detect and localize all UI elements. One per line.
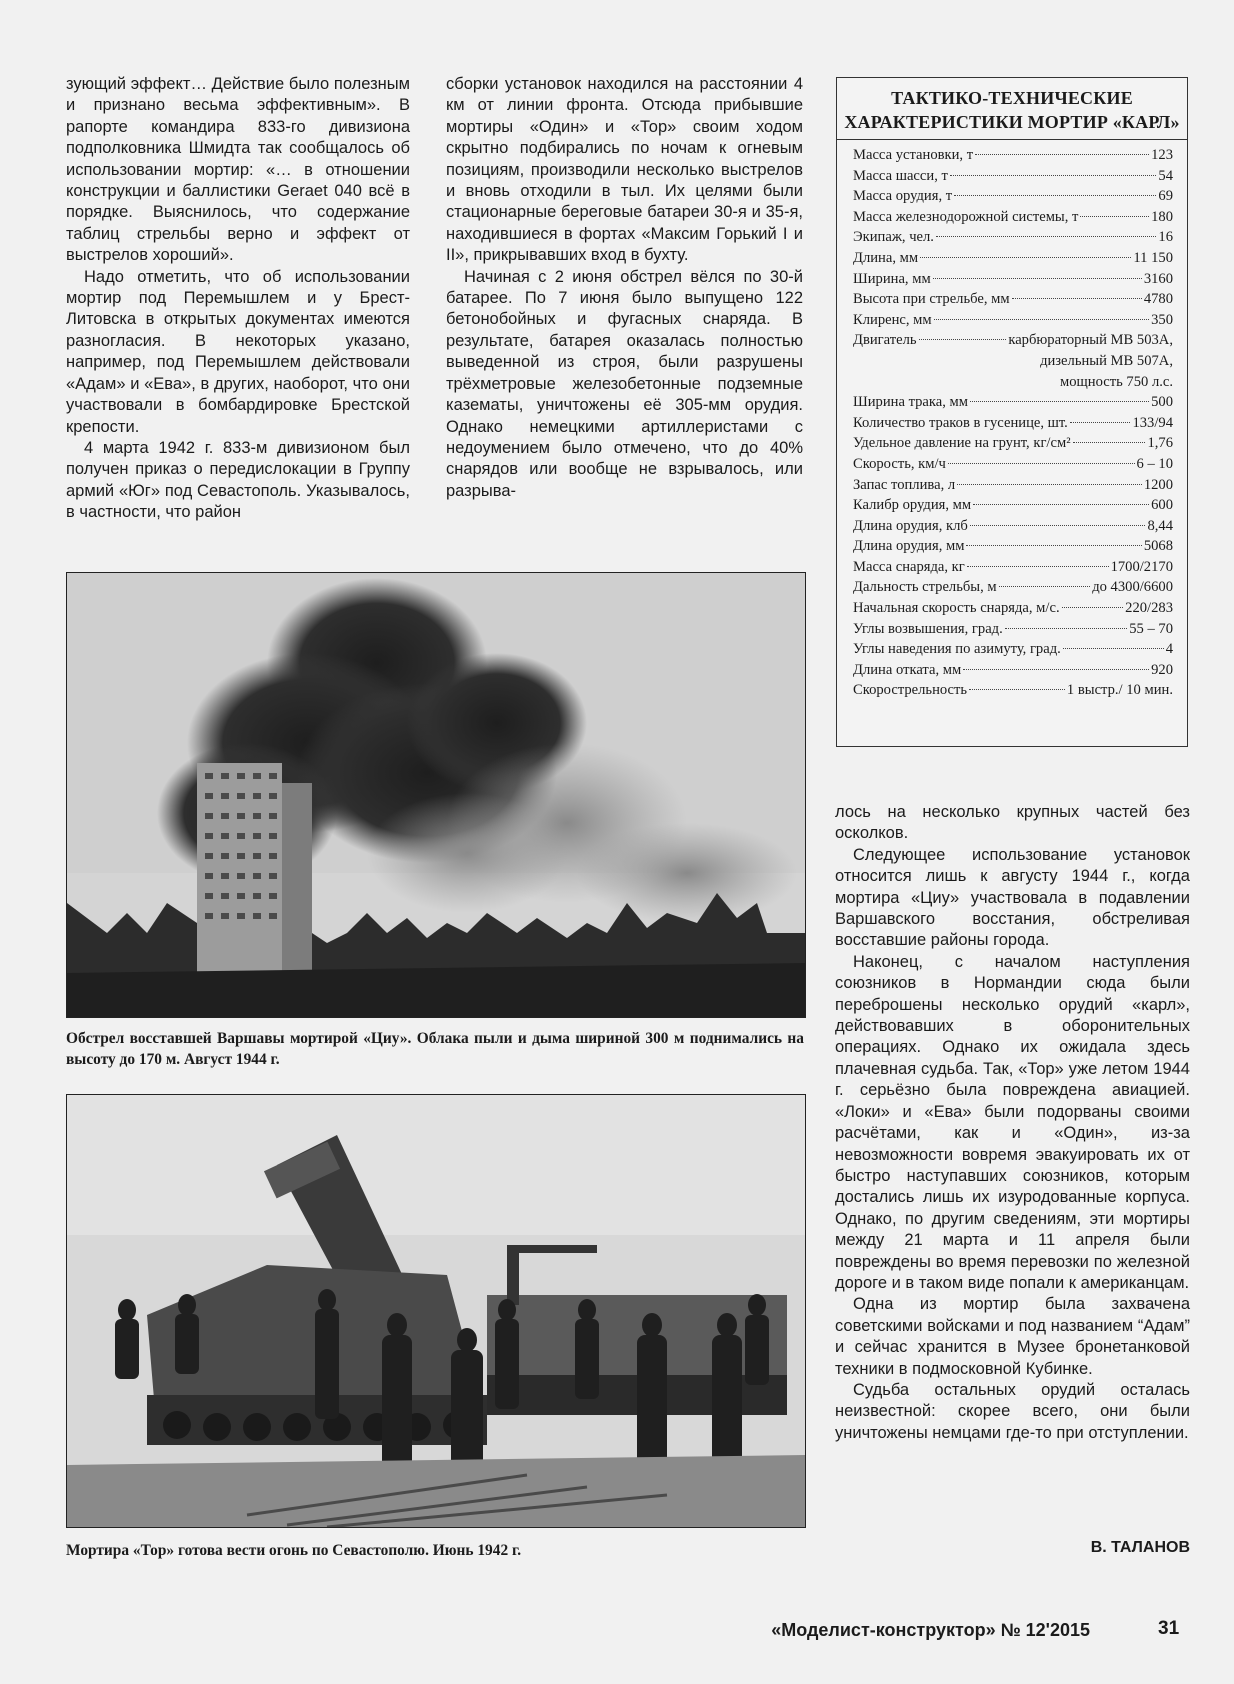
paragraph: Надо отметить, что об использовании мортир под Перемышлем и у Брест-Литовска в открытых документах имеются разногласия. В некоторых указано, например, под Перемышлем действовали «Адам» и «Ева», в других, наоборот, что они участвовали в бомбардировке Брестской крепости. — [66, 267, 410, 436]
leader-dots — [963, 669, 1149, 670]
leader-dots — [969, 689, 1065, 690]
spec-label: Длина отката, мм — [853, 661, 962, 678]
leader-dots — [1073, 442, 1146, 443]
paragraph: Наконец, с началом наступления союзников в Нормандии сюда были переброшены несколько орудий «карл», действовавших в оборонительных операциях. Однако их ожидала здесь плачевная судьба. Так, «Тор» уже летом 1944 г. серьёзно была повреждена авиацией. «Локи» и «Ева» были подорваны своими расчётами, как и «Один», из-за невозможности вовремя эвакуировать их от быстро наступавших союзников, которым достались лишь их изуродованные корпуса. Однако, по другим сведениям, эти мортиры между 21 марта и 11 апреля были повреждены во время перевозки по железной дороге и в таком виде попали к американцам. — [835, 952, 1190, 1292]
spec-row — [853, 680, 1173, 701]
spec-value: до 4300/6600 — [1092, 579, 1173, 596]
spec-row — [853, 351, 1173, 372]
spec-label: Запас топлива, л — [853, 476, 956, 493]
spec-label: Длина орудия, клб — [853, 517, 968, 534]
spec-label: Масса снаряда, кг — [853, 558, 965, 575]
spec-row — [853, 495, 1173, 516]
article-column-2 — [446, 74, 803, 502]
spec-value: карбюраторный MB 503A, — [1008, 332, 1173, 349]
leader-dots — [948, 463, 1135, 464]
spec-label: Количество траков в гусенице, шт. — [853, 414, 1068, 431]
photo-caption: Мортира «Тор» готова вести огонь по Севастополю. Июнь 1942 г. — [66, 1542, 522, 1559]
spec-row — [853, 557, 1173, 578]
leader-dots — [1005, 628, 1127, 629]
spec-label: Ширина, мм — [853, 270, 931, 287]
article-column-1 — [66, 74, 410, 524]
photo-warsaw-image — [67, 573, 805, 1017]
spec-label: Углы возвышения, град. — [853, 620, 1003, 637]
spec-row — [853, 207, 1173, 228]
spec-label: Двигатель — [853, 332, 917, 349]
spec-value: 3160 — [1143, 270, 1173, 287]
spec-value: 8,44 — [1147, 517, 1173, 534]
spec-label: Скорость, км/ч — [853, 455, 946, 472]
leader-dots — [970, 525, 1146, 526]
spec-row — [853, 577, 1173, 598]
leader-dots — [967, 566, 1109, 567]
photo-thor-mortar — [66, 1094, 806, 1528]
leader-dots — [934, 319, 1149, 320]
spec-row — [853, 372, 1173, 393]
paragraph: Судьба остальных орудий осталась неизвестной: скорее всего, они были уничтожены немцами где-то при отступлении. — [835, 1380, 1190, 1442]
spec-row — [853, 186, 1173, 207]
leader-dots — [975, 154, 1149, 155]
spec-value: 69 — [1158, 188, 1173, 205]
page-number: 31 — [1158, 1618, 1180, 1639]
paragraph: Начиная с 2 июня обстрел вёлся по 30-й батарее. По 7 июня было выпущено 122 бетонобойных и фугасных снаряда. В результате, батарея оказалась полностью выведенной из строя, были разрушены трёхметровые железобетонные подземные казематы, уничтожены её 305-мм орудия. Однако немецкими артиллеристами с недоумением было отмечено, что до 40% снарядов или вообще не взрывалось, или разрыва- — [446, 267, 803, 500]
spec-value: 1700/2170 — [1110, 558, 1173, 575]
spec-label: Ширина трака, мм — [853, 394, 969, 411]
spec-value: 11 150 — [1133, 249, 1173, 266]
photo-warsaw-shelling — [66, 572, 806, 1018]
spec-label: Начальная скорость снаряда, м/с. — [853, 600, 1060, 617]
spec-value: 1,76 — [1147, 435, 1173, 452]
leader-dots — [999, 586, 1091, 587]
spec-row — [853, 310, 1173, 331]
spec-value: 4780 — [1143, 291, 1173, 308]
paragraph: зующий эффект… Действие было полезным и признано весьма эффективным». В рапорте командира 833-го дивизиона подполковника Шмидта так сообщалось об использовании мортир: «… в отношении конструкции и баллистики Geraet 040 всё в порядке. Выяснилось, что содержание таблиц стрельбы верно и эффект от выстрелов хороший». — [66, 75, 410, 265]
spec-row — [853, 145, 1173, 166]
author-name: В. ТАЛАНОВ — [1090, 1539, 1190, 1556]
spec-value: 350 — [1151, 311, 1173, 328]
spec-row — [853, 433, 1173, 454]
spec-value: 920 — [1151, 661, 1173, 678]
spec-table — [836, 77, 1188, 747]
spec-value: 16 — [1158, 229, 1173, 246]
spec-value: 133/94 — [1132, 414, 1173, 431]
spec-value: мощность 750 л.с. — [1060, 373, 1173, 390]
leader-dots — [920, 257, 1131, 258]
spec-value: 220/283 — [1125, 600, 1173, 617]
spec-label: Скорострельность — [853, 682, 968, 699]
spec-row — [853, 166, 1173, 187]
spec-label: Удельное давление на грунт, кг/см² — [853, 435, 1071, 452]
spec-value: 5068 — [1143, 538, 1173, 555]
spec-row — [853, 289, 1173, 310]
spec-value: 4 — [1165, 641, 1173, 658]
spec-label: Экипаж, чел. — [853, 229, 934, 246]
spec-label: Масса шасси, т — [853, 167, 948, 184]
spec-label: Длина, мм — [853, 249, 919, 266]
spec-value: 1 выстр./ 10 мин. — [1066, 682, 1173, 699]
paragraph: Следующее использование установок относится лишь к августу 1944 г., когда мортира «Циу» участвовала в подавлении Варшавского восстания, обстреливая восставшие районы города. — [835, 845, 1190, 950]
paragraph: 4 марта 1942 г. 833-м дивизионом был получен приказ о передислокации в Группу армий «Юг» под Севастополь. Указывалось, в частности, что район — [66, 438, 410, 522]
spec-value: 180 — [1151, 208, 1173, 225]
spec-label: Масса установки, т — [853, 147, 974, 163]
spec-label: Дальность стрельбы, м — [853, 579, 997, 596]
spec-label: Длина орудия, мм — [853, 538, 965, 555]
spec-row — [853, 598, 1173, 619]
spec-label: Масса железнодорожной системы, т — [853, 208, 1079, 225]
article-column-3 — [835, 802, 1190, 1444]
spec-value: 1200 — [1143, 476, 1173, 493]
spec-value: 6 – 10 — [1136, 455, 1173, 472]
spec-row — [853, 454, 1173, 475]
leader-dots — [1080, 216, 1149, 217]
spec-row — [853, 248, 1173, 269]
spec-value: 600 — [1151, 497, 1173, 514]
spec-row — [853, 413, 1173, 434]
photo-thor-image — [67, 1095, 805, 1527]
spec-row — [853, 392, 1173, 413]
leader-dots — [1012, 298, 1142, 299]
spec-value: 500 — [1151, 394, 1173, 411]
spec-label: Высота при стрельбе, мм — [853, 291, 1010, 308]
spec-value: дизельный MB 507A, — [1040, 352, 1173, 369]
leader-dots — [966, 545, 1141, 546]
leader-dots — [1062, 607, 1124, 608]
leader-dots — [1063, 648, 1164, 649]
leader-dots — [933, 278, 1142, 279]
paragraph: лось на несколько крупных частей без осколков. — [835, 803, 1190, 843]
leader-dots — [950, 175, 1157, 176]
magazine-footer: «Моделист-конструктор» № 12'2015 — [771, 1620, 1090, 1640]
leader-dots — [919, 339, 1007, 340]
spec-row — [853, 516, 1173, 537]
spec-value: 55 – 70 — [1129, 620, 1173, 637]
leader-dots — [970, 401, 1149, 402]
spec-row — [853, 639, 1173, 660]
spec-label: Масса орудия, т — [853, 188, 953, 205]
spec-label: Углы наведения по азимуту, град. — [853, 641, 1061, 658]
spec-table-rows — [837, 140, 1187, 701]
spec-row — [853, 536, 1173, 557]
spec-value: 123 — [1151, 147, 1173, 163]
spec-row — [853, 475, 1173, 496]
photo-caption: Обстрел восставшей Варшавы мортирой «Циу». Облака пыли и дыма шириной 300 м поднимались на высоту до 170 м. Август 1944 г. — [66, 1030, 804, 1068]
spec-row — [853, 660, 1173, 681]
leader-dots — [954, 195, 1156, 196]
spec-value: 54 — [1158, 167, 1173, 184]
spec-label: Клиренс, мм — [853, 311, 932, 328]
spec-row — [853, 269, 1173, 290]
paragraph: Одна из мортир была захвачена советскими войсками и под названием “Адам” и сейчас хранится в Музее бронетанковой техники в подмосковной Кубинке. — [835, 1295, 1190, 1378]
leader-dots — [936, 236, 1156, 237]
spec-row — [853, 330, 1173, 351]
spec-row — [853, 619, 1173, 640]
leader-dots — [1070, 422, 1131, 423]
spec-row — [853, 227, 1173, 248]
leader-dots — [957, 484, 1142, 485]
spec-label: Калибр орудия, мм — [853, 497, 972, 514]
leader-dots — [973, 504, 1149, 505]
spec-table-title: ТАКТИКО-ТЕХНИЧЕСКИЕ ХАРАКТЕРИСТИКИ МОРТИР «КАРЛ» — [837, 78, 1187, 140]
paragraph: сборки установок находился на расстоянии 4 км от линии фронта. Отсюда прибывшие мортиры «Один» и «Тор» своим ходом скрытно подбирались по ночам к огневым позициям, производили несколько выстрелов и вновь отходили в тыл. Их целями были стационарные береговые батареи 30-я и 35-я, находившиеся в фортах «Максим Горький I и II», прикрывавших вход в бухту. — [446, 75, 803, 265]
